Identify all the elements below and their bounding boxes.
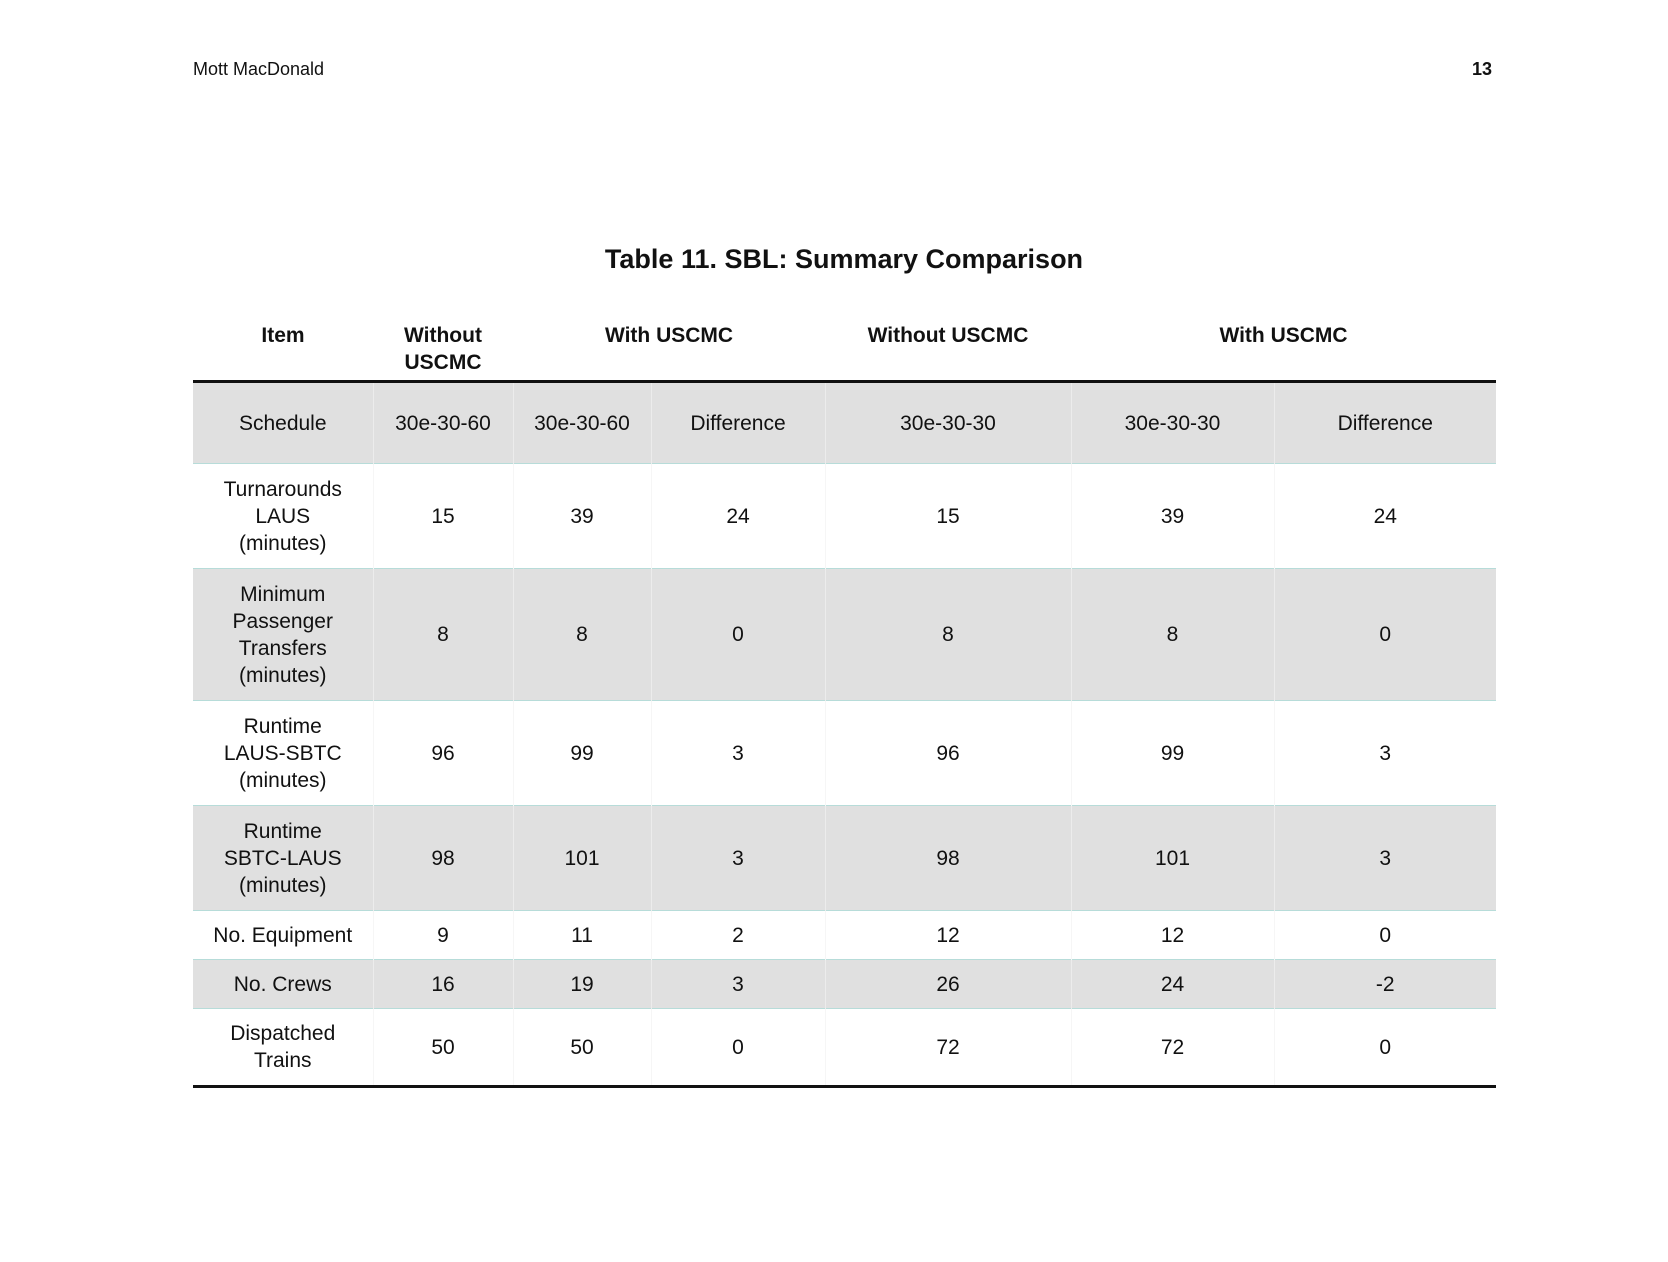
table-cell: 96	[373, 701, 513, 806]
table-cell: 19	[513, 960, 651, 1009]
table-cell: 15	[825, 464, 1071, 569]
table-cell: Difference	[1274, 382, 1496, 464]
row-label: No. Equipment	[213, 923, 353, 947]
table-cell: 15	[373, 464, 513, 569]
table-cell: 16	[373, 960, 513, 1009]
row-label: Minimum Passenger Transfers (minutes)	[193, 569, 373, 701]
table-cell: 8	[373, 569, 513, 701]
table-cell: 101	[1071, 806, 1274, 911]
row-label: Runtime SBTC-LAUS (minutes)	[193, 806, 373, 911]
table-cell: 3	[651, 960, 825, 1009]
table-cell: 0	[1274, 1009, 1496, 1087]
table-header-row	[193, 314, 1496, 382]
table-row	[193, 464, 1496, 569]
table-row	[193, 911, 1496, 960]
table-cell: 39	[513, 464, 651, 569]
table-cell: 3	[1274, 701, 1496, 806]
table-cell: 99	[1071, 701, 1274, 806]
table-cell: 98	[373, 806, 513, 911]
header-with-uscmc-2: With USCMC	[1219, 324, 1348, 347]
table-cell: 0	[1274, 569, 1496, 701]
row-label: Runtime LAUS-SBTC (minutes)	[223, 714, 342, 792]
table-cell: 2	[651, 911, 825, 960]
table-cell: 24	[1274, 464, 1496, 569]
table-cell: 24	[651, 464, 825, 569]
table-cell: 50	[513, 1009, 651, 1087]
row-label: Schedule	[193, 382, 373, 464]
table-cell: 50	[373, 1009, 513, 1087]
table-cell: 3	[651, 806, 825, 911]
table-cell: 0	[1274, 911, 1496, 960]
table-cell: 26	[825, 960, 1071, 1009]
table-cell: 98	[825, 806, 1071, 911]
table-cell: 72	[825, 1009, 1071, 1087]
table-cell: 11	[513, 911, 651, 960]
header-item: Item	[261, 324, 305, 347]
table-row	[193, 1009, 1496, 1087]
company-name: Mott MacDonald	[193, 59, 325, 79]
table-row	[193, 960, 1496, 1009]
header-without-uscmc-1: Without USCMC	[404, 324, 482, 374]
table-cell: 72	[1071, 1009, 1274, 1087]
table-cell: 24	[1071, 960, 1274, 1009]
table-cell: 30e-30-60	[513, 382, 651, 464]
header-with-uscmc-1: With USCMC	[604, 324, 734, 347]
table-cell: 39	[1071, 464, 1274, 569]
table-cell: 12	[825, 911, 1071, 960]
page-number: 13	[1471, 59, 1492, 79]
header-without-uscmc-2: Without USCMC	[867, 324, 1029, 347]
table-row	[193, 701, 1496, 806]
table-cell: 9	[373, 911, 513, 960]
row-label: Dispatched Trains	[230, 1022, 336, 1072]
table-cell: 101	[513, 806, 651, 911]
table-cell: 99	[513, 701, 651, 806]
table-cell: 96	[825, 701, 1071, 806]
table-cell: 0	[651, 1009, 825, 1087]
table-cell: -2	[1274, 960, 1496, 1009]
table-cell: 30e-30-30	[1071, 382, 1274, 464]
table-cell: 3	[651, 701, 825, 806]
table-cell: 30e-30-60	[373, 382, 513, 464]
summary-comparison-table	[193, 314, 1496, 1088]
table-cell: 12	[1071, 911, 1274, 960]
row-label: Turnarounds LAUS (minutes)	[223, 477, 342, 555]
table-cell: 0	[651, 569, 825, 701]
table-cell: 8	[825, 569, 1071, 701]
table-cell: 8	[513, 569, 651, 701]
table-cell: Difference	[651, 382, 825, 464]
table-title: Table 11. SBL: Summary Comparison	[604, 244, 1084, 274]
table-row	[193, 806, 1496, 911]
table-row	[193, 382, 1496, 464]
table-cell: 3	[1274, 806, 1496, 911]
table-cell: 8	[1071, 569, 1274, 701]
row-label: No. Crews	[193, 960, 373, 1009]
table-cell: 30e-30-30	[825, 382, 1071, 464]
table-row	[193, 569, 1496, 701]
